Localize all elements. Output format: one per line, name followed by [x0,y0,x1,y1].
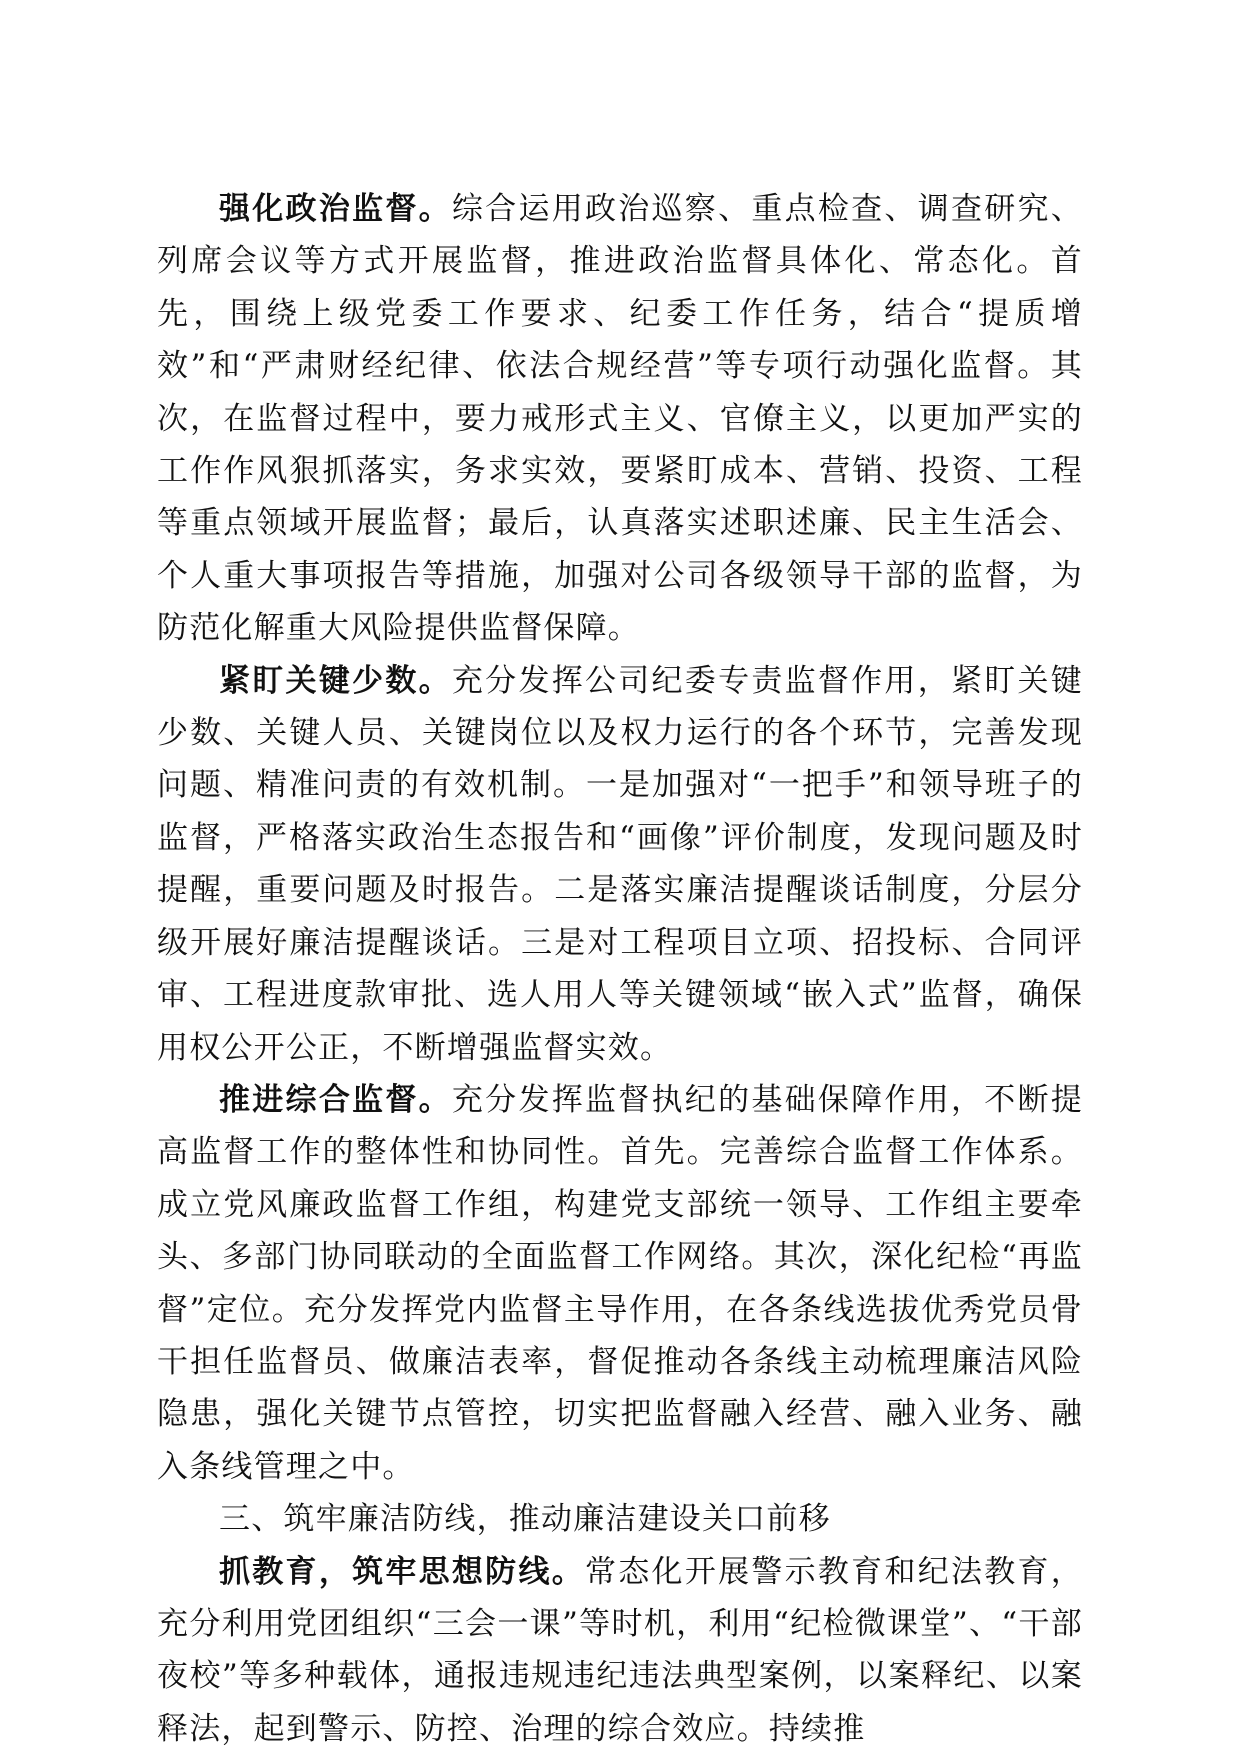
paragraph-political-supervision [157,183,1083,655]
document-body [157,183,1083,1755]
paragraph-lead: 抓教育，筑牢思想防线。 [219,1553,585,1590]
paragraph-text: 常态化开展警示教育和纪法教育，充分利用党团组织“三会一课”等时机，利用“纪检微课堂”、“干部夜校”等多种载体，通报违规违纪违法典型案例，以案释纪、以案释法，起到警示、防控、治理的综合效应。持续推 [157,1553,1084,1747]
paragraph-key-minority [157,655,1083,1074]
paragraph-lead: 强化政治监督。 [219,191,452,227]
paragraph-text: 充分发挥监督执纪的基础保障作用，不断提高监督工作的整体性和协同性。首先。完善综合监督工作体系。成立党风廉政监督工作组，构建党支部统一领导、工作组主要牵头、多部门协同联动的全面监督工作网络。其次，深化纪检“再监督”定位。充分发挥党内监督主导作用，在各条线选拔优秀党员骨干担任监督员、做廉洁表率，督促推动各条线主动梳理廉洁风险隐患，强化关键节点管控，切实把监督融入经营、融入业务、融入条线管理之中。 [157,1081,1083,1485]
paragraph-lead: 推进综合监督。 [219,1081,452,1118]
paragraph-lead: 紧盯关键少数。 [219,662,452,699]
paragraph-education [157,1546,1083,1755]
paragraph-text: 综合运用政治巡察、重点检查、调查研究、列席会议等方式开展监督，推进政治监督具体化、常态化。首先，围绕上级党委工作要求、纪委工作任务，结合“提质增效”和“严肃财经纪律、依法合规经营”等专项行动强化监督。其次，在监督过程中，要力戒形式主义、官僚主义，以更加严实的工作作风狠抓落实，务求实效，要紧盯成本、营销、投资、工程等重点领域开展监督；最后，认真落实述职述廉、民主生活会、个人重大事项报告等措施，加强对公司各级领导干部的监督，为防范化解重大风险提供监督保障。 [157,191,1083,647]
paragraph-comprehensive-supervision [157,1074,1083,1493]
section-heading: 三、筑牢廉洁防线，推动廉洁建设关口前移 [219,1501,831,1538]
paragraph-text: 充分发挥公司纪委专责监督作用，紧盯关键少数、关键人员、关键岗位以及权力运行的各个环节，完善发现问题、精准问责的有效机制。一是加强对“一把手”和领导班子的监督，严格落实政治生态报告和“画像”评价制度，发现问题及时提醒，重要问题及时报告。二是落实廉洁提醒谈话制度，分层分级开展好廉洁提醒谈话。三是对工程项目立项、招投标、合同评审、工程进度款审批、选人用人等关键领域“嵌入式”监督，确保用权公开公正，不断增强监督实效。 [157,662,1083,1066]
